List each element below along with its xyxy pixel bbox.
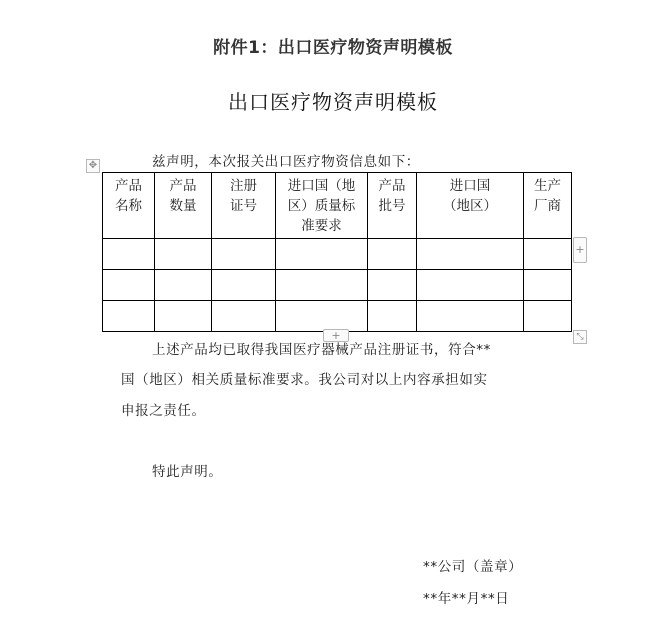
attachment-heading: 附件1：出口医疗物资声明模板 bbox=[213, 38, 453, 58]
table-row bbox=[103, 270, 572, 301]
declaration-line-1: 上述产品均已取得我国医疗器械产品注册证书，符合** bbox=[152, 342, 491, 358]
document-title: 出口医疗物资声明模板 bbox=[228, 90, 438, 114]
table-cell[interactable] bbox=[212, 301, 276, 332]
table-cell[interactable] bbox=[276, 301, 368, 332]
table-cell[interactable] bbox=[524, 270, 572, 301]
header-product-quantity[interactable]: 产品 数量 bbox=[155, 173, 212, 239]
goods-table bbox=[102, 172, 572, 332]
table-cell[interactable] bbox=[212, 239, 276, 270]
table-cell[interactable] bbox=[155, 239, 212, 270]
header-registration-number[interactable]: 注册 证号 bbox=[212, 173, 276, 239]
signature-date: **年**月**日 bbox=[423, 591, 510, 607]
table-cell[interactable] bbox=[103, 301, 155, 332]
intro-text: 兹声明，本次报关出口医疗物资信息如下： bbox=[152, 154, 420, 170]
table-cell[interactable] bbox=[276, 239, 368, 270]
header-quality-standard[interactable]: 进口国（地 区）质量标 准要求 bbox=[276, 173, 368, 239]
table-row bbox=[103, 239, 572, 270]
table-cell[interactable] bbox=[417, 301, 524, 332]
add-column-icon[interactable]: + bbox=[573, 237, 587, 263]
table-cell[interactable] bbox=[155, 270, 212, 301]
table-cell[interactable] bbox=[417, 270, 524, 301]
table-header-row bbox=[103, 173, 572, 239]
table-cell[interactable] bbox=[276, 270, 368, 301]
table-cell[interactable] bbox=[103, 239, 155, 270]
add-row-icon[interactable]: + bbox=[323, 329, 349, 342]
header-import-country[interactable]: 进口国 （地区） bbox=[417, 173, 524, 239]
table-resize-icon[interactable]: ⤡ bbox=[573, 330, 587, 344]
header-batch-number[interactable]: 产品 批号 bbox=[368, 173, 417, 239]
table-cell[interactable] bbox=[524, 301, 572, 332]
table-cell[interactable] bbox=[103, 270, 155, 301]
table-cell[interactable] bbox=[212, 270, 276, 301]
table-cell[interactable] bbox=[368, 301, 417, 332]
table-cell[interactable] bbox=[524, 239, 572, 270]
declaration-line-3: 申报之责任。 bbox=[121, 403, 206, 419]
table-row bbox=[103, 301, 572, 332]
table-move-icon[interactable]: ✥ bbox=[86, 159, 100, 173]
table-cell[interactable] bbox=[368, 239, 417, 270]
table-cell[interactable] bbox=[417, 239, 524, 270]
table-cell[interactable] bbox=[368, 270, 417, 301]
closing-text: 特此声明。 bbox=[152, 464, 223, 480]
table-cell[interactable] bbox=[155, 301, 212, 332]
declaration-line-2: 国（地区）相关质量标准要求。我公司对以上内容承担如实 bbox=[121, 372, 488, 388]
header-manufacturer[interactable]: 生产 厂商 bbox=[524, 173, 572, 239]
company-signature: **公司（盖章） bbox=[423, 559, 523, 575]
header-product-name[interactable]: 产品 名称 bbox=[103, 173, 155, 239]
